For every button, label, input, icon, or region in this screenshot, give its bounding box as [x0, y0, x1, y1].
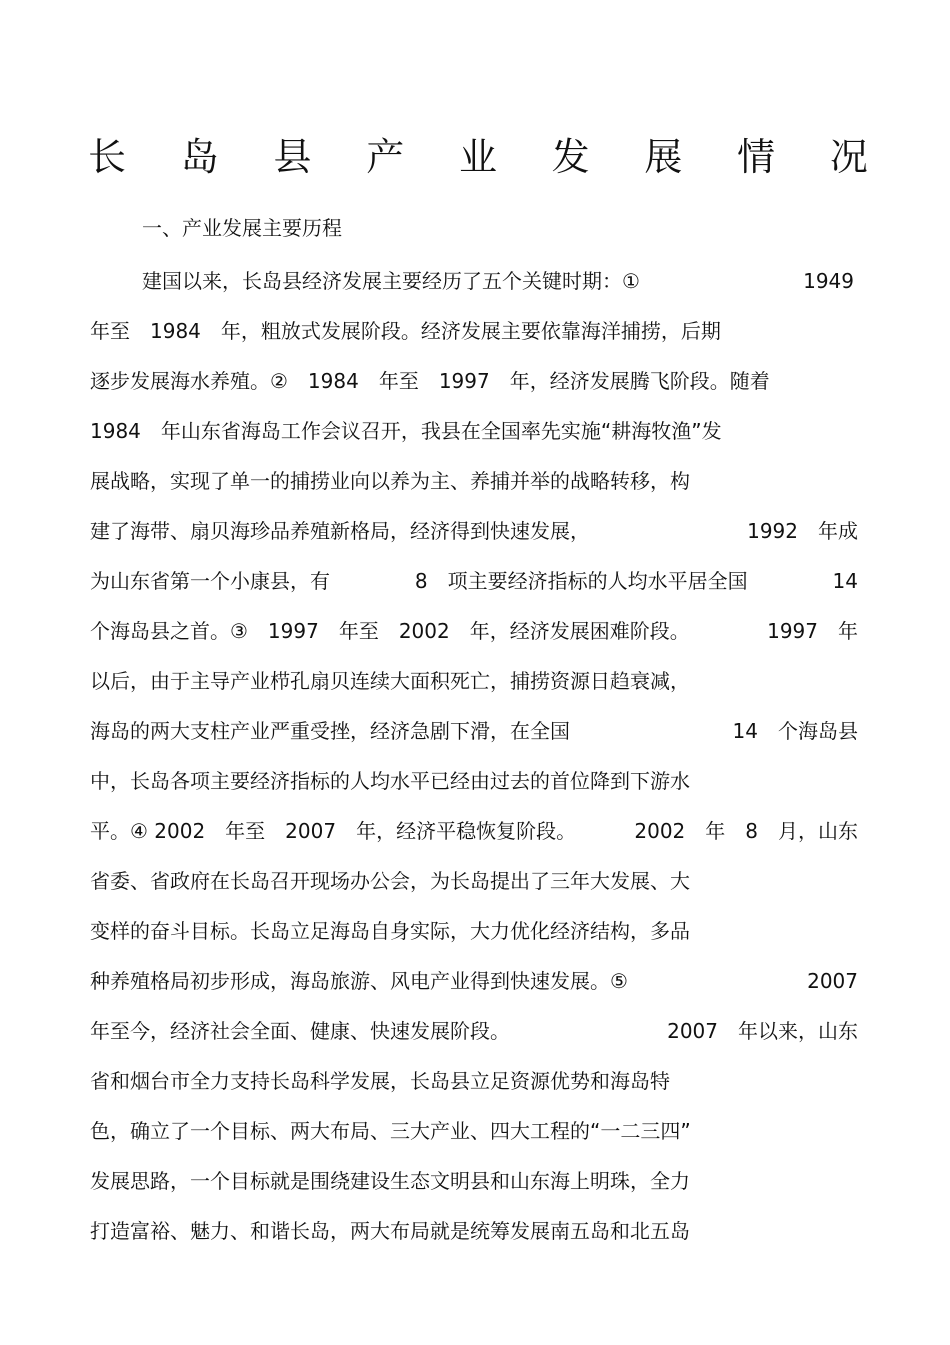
text-segment: 2002 年 8 月，山东 [634, 819, 858, 843]
text-segment: 省委、省政府在长岛召开现场办公会，为长岛提出了三年大发展、大 [90, 869, 690, 893]
text-segment: 个海岛县之首。③ 1997 年至 2002 年，经济发展困难阶段。 [90, 619, 690, 643]
text-line [90, 666, 858, 696]
text-segment: 1949 [803, 269, 854, 293]
text-segment: 14 个海岛县 [732, 719, 858, 743]
text-segment: 平。④ 2002 年至 2007 年，经济平稳恢复阶段。 [90, 819, 577, 843]
text-line [90, 1116, 858, 1146]
text-segment: 2007 [807, 969, 858, 993]
text-segment: 年至今，经济社会全面、健康、快速发展阶段。 [90, 1019, 510, 1043]
text-line [90, 916, 858, 946]
text-line [90, 566, 858, 596]
text-line [90, 316, 858, 346]
text-segment: 1984 年山东省海岛工作会议召开，我县在全国率先实施“耕海牧渔”发 [90, 419, 722, 443]
text-segment: 发展思路，一个目标就是围绕建设生态文明县和山东海上明珠，全力 [90, 1169, 690, 1193]
text-line [90, 616, 858, 646]
text-segment: 色，确立了一个目标、两大布局、三大产业、四大工程的“一二三四” [90, 1119, 691, 1143]
text-line [90, 466, 858, 496]
title-char: 业 [458, 134, 497, 179]
text-segment: 以后，由于主导产业栉孔扇贝连续大面积死亡，捕捞资源日趋衰减， [90, 669, 690, 693]
text-line [90, 516, 858, 546]
text-segment: 2007 年以来，山东 [667, 1019, 858, 1043]
text-segment: 建了海带、扇贝海珍品养殖新格局，经济得到快速发展， [90, 519, 590, 543]
text-segment: 海岛的两大支柱产业严重受挫，经济急剧下滑，在全国 [90, 719, 570, 743]
text-segment: 打造富裕、魅力、和谐长岛，两大布局就是统筹发展南五岛和北五岛 [90, 1219, 690, 1243]
text-segment: 省和烟台市全力支持长岛科学发展，长岛县立足资源优势和海岛特 [90, 1069, 670, 1093]
text-segment: 变样的奋斗目标。长岛立足海岛自身实际，大力优化经济结构，多品 [90, 919, 690, 943]
title-char: 况 [829, 134, 868, 179]
title-char: 展 [644, 134, 683, 179]
text-line [90, 416, 858, 446]
text-line [90, 816, 858, 846]
text-line [90, 1066, 858, 1096]
text-segment: 逐步发展海水养殖。② 1984 年至 1997 年，经济发展腾飞阶段。随着 [90, 369, 770, 393]
text-segment: 1997 年 [767, 619, 858, 643]
text-line [90, 766, 858, 796]
text-segment: 14 [832, 569, 858, 593]
text-segment: 种养殖格局初步形成，海岛旅游、风电产业得到快速发展。⑤ [90, 969, 628, 993]
title-char: 发 [551, 134, 590, 179]
title-char: 情 [737, 134, 776, 179]
section-heading: 一、产业发展主要历程 [142, 216, 342, 240]
title-char: 岛 [180, 134, 219, 179]
text-segment: 为山东省第一个小康县，有 [90, 569, 330, 593]
text-segment: 1992 年成 [747, 519, 858, 543]
title-char: 产 [366, 134, 405, 179]
text-line [90, 866, 858, 896]
text-line [90, 1216, 858, 1246]
title-char: 县 [273, 134, 312, 179]
text-segment: 建国以来，长岛县经济发展主要经历了五个关键时期：① [142, 269, 640, 293]
text-line [90, 1016, 858, 1046]
text-line [90, 1166, 858, 1196]
text-line [90, 966, 858, 996]
text-segment: 8 项主要经济指标的人均水平居全国 [414, 569, 748, 593]
text-segment: 中，长岛各项主要经济指标的人均水平已经由过去的首位降到下游水 [90, 769, 690, 793]
text-line [142, 266, 854, 296]
title-char: 长 [88, 134, 127, 179]
text-line [90, 716, 858, 746]
text-line [90, 366, 858, 396]
document-title [88, 128, 868, 178]
text-segment: 年至 1984 年，粗放式发展阶段。经济发展主要依靠海洋捕捞，后期 [90, 319, 721, 343]
text-segment: 展战略，实现了单一的捕捞业向以养为主、养捕并举的战略转移，构 [90, 469, 690, 493]
